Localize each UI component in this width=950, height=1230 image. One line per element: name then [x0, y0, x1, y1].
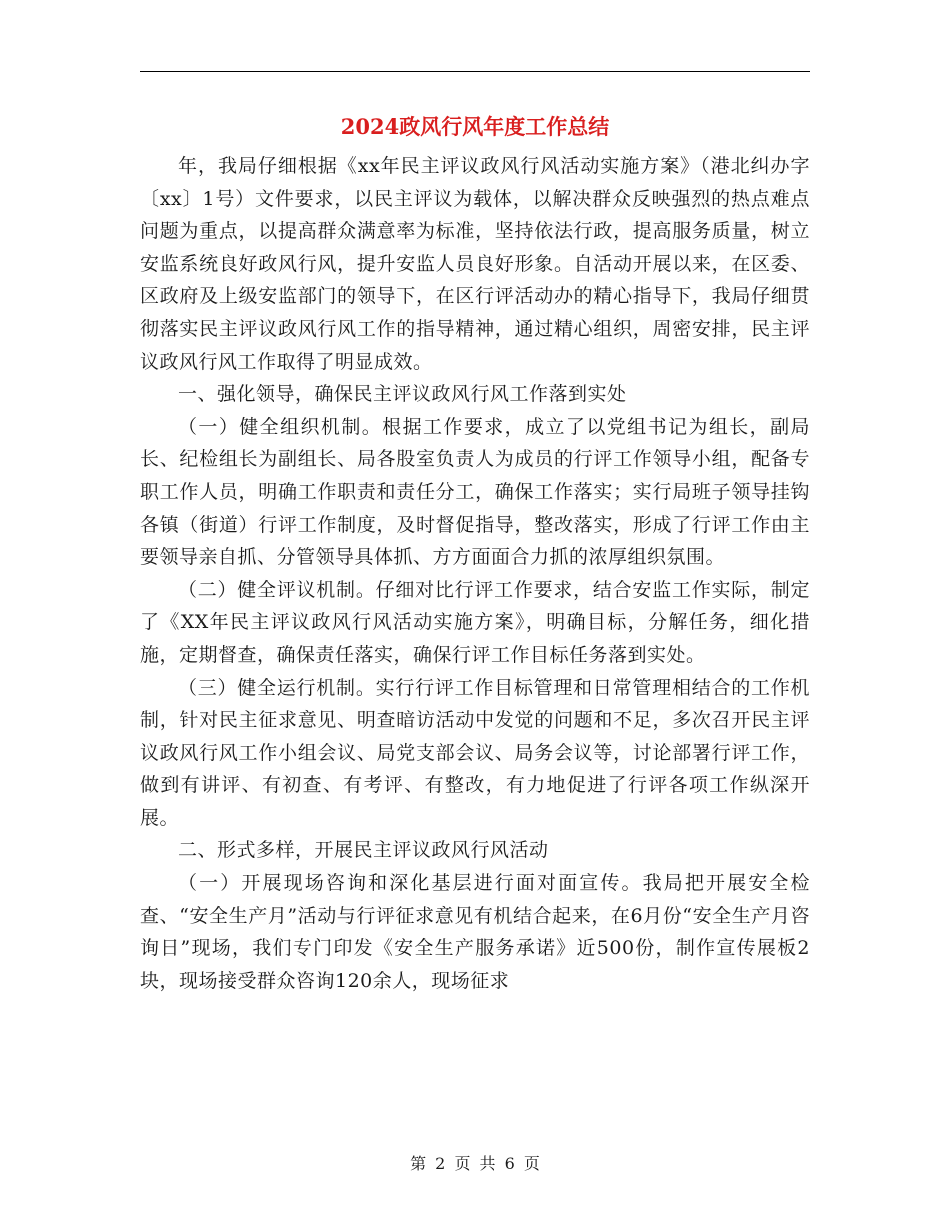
- paragraph-1-3: （三）健全运行机制。实行行评工作目标管理和日常管理相结合的工作机制，针对民主征求意见、明查暗访活动中发觉的问题和不足，多次召开民主评议政风行风工作小组会议、局党支部会议、局务会议等，讨论部署行评工作，做到有讲评、有初查、有考评、有整改，有力地促进了行评各项工作纵深开展。: [140, 676, 810, 829]
- paragraph-1-2: （二）健全评议机制。仔细对比行评工作要求，结合安监工作实际，制定了《XX年民主评议政风行风活动实施方案》，明确目标，分解任务，细化措施，定期督查，确保责任落实，确保行评工作目标任务落到实处。: [140, 578, 810, 666]
- document-body: [140, 150, 810, 997]
- header-rule: [140, 71, 810, 72]
- section-heading-1: 一、强化领导，确保民主评议政风行风工作落到实处: [178, 383, 627, 406]
- page-number-footer: 第 2 页 共 6 页: [410, 1154, 540, 1173]
- document-title: 2024政风行风年度工作总结: [340, 114, 610, 139]
- section-heading-2: 二、形式多样，开展民主评议政风行风活动: [178, 839, 549, 862]
- paragraph-1-1: （一）健全组织机制。根据工作要求，成立了以党组书记为组长，副局长、纪检组长为副组长、局各股室负责人为成员的行评工作领导小组，配备专职工作人员，明确工作职责和责任分工，确保工作落实；实行局班子领导挂钩各镇（街道）行评工作制度，及时督促指导，整改落实，形成了行评工作由主要领导亲自抓、分管领导具体抓、方方面面合力抓的浓厚组织氛围。: [140, 415, 810, 569]
- paragraph-2-1: （一）开展现场咨询和深化基层进行面对面宣传。我局把开展安全检查、“安全生产月”活动与行评征求意见有机结合起来，在6月份“安全生产月咨询日”现场，我们专门印发《安全生产服务承诺》近500份，制作宣传展板2块，现场接受群众咨询120余人，现场征求: [140, 872, 810, 992]
- intro-paragraph: 年，我局仔细根据《xx年民主评议政风行风活动实施方案》（港北纠办字〔xx〕1号）文件要求，以民主评议为载体，以解决群众反映强烈的热点难点问题为重点，以提高群众满意率为标准，坚持依法行政，提高服务质量，树立安监系统良好政风行风，提升安监人员良好形象。自活动开展以来，在区委、区政府及上级安监部门的领导下，在区行评活动办的精心指导下，我局仔细贯彻落实民主评议政风行风工作的指导精神，通过精心组织，周密安排，民主评议政风行风工作取得了明显成效。: [140, 155, 810, 373]
